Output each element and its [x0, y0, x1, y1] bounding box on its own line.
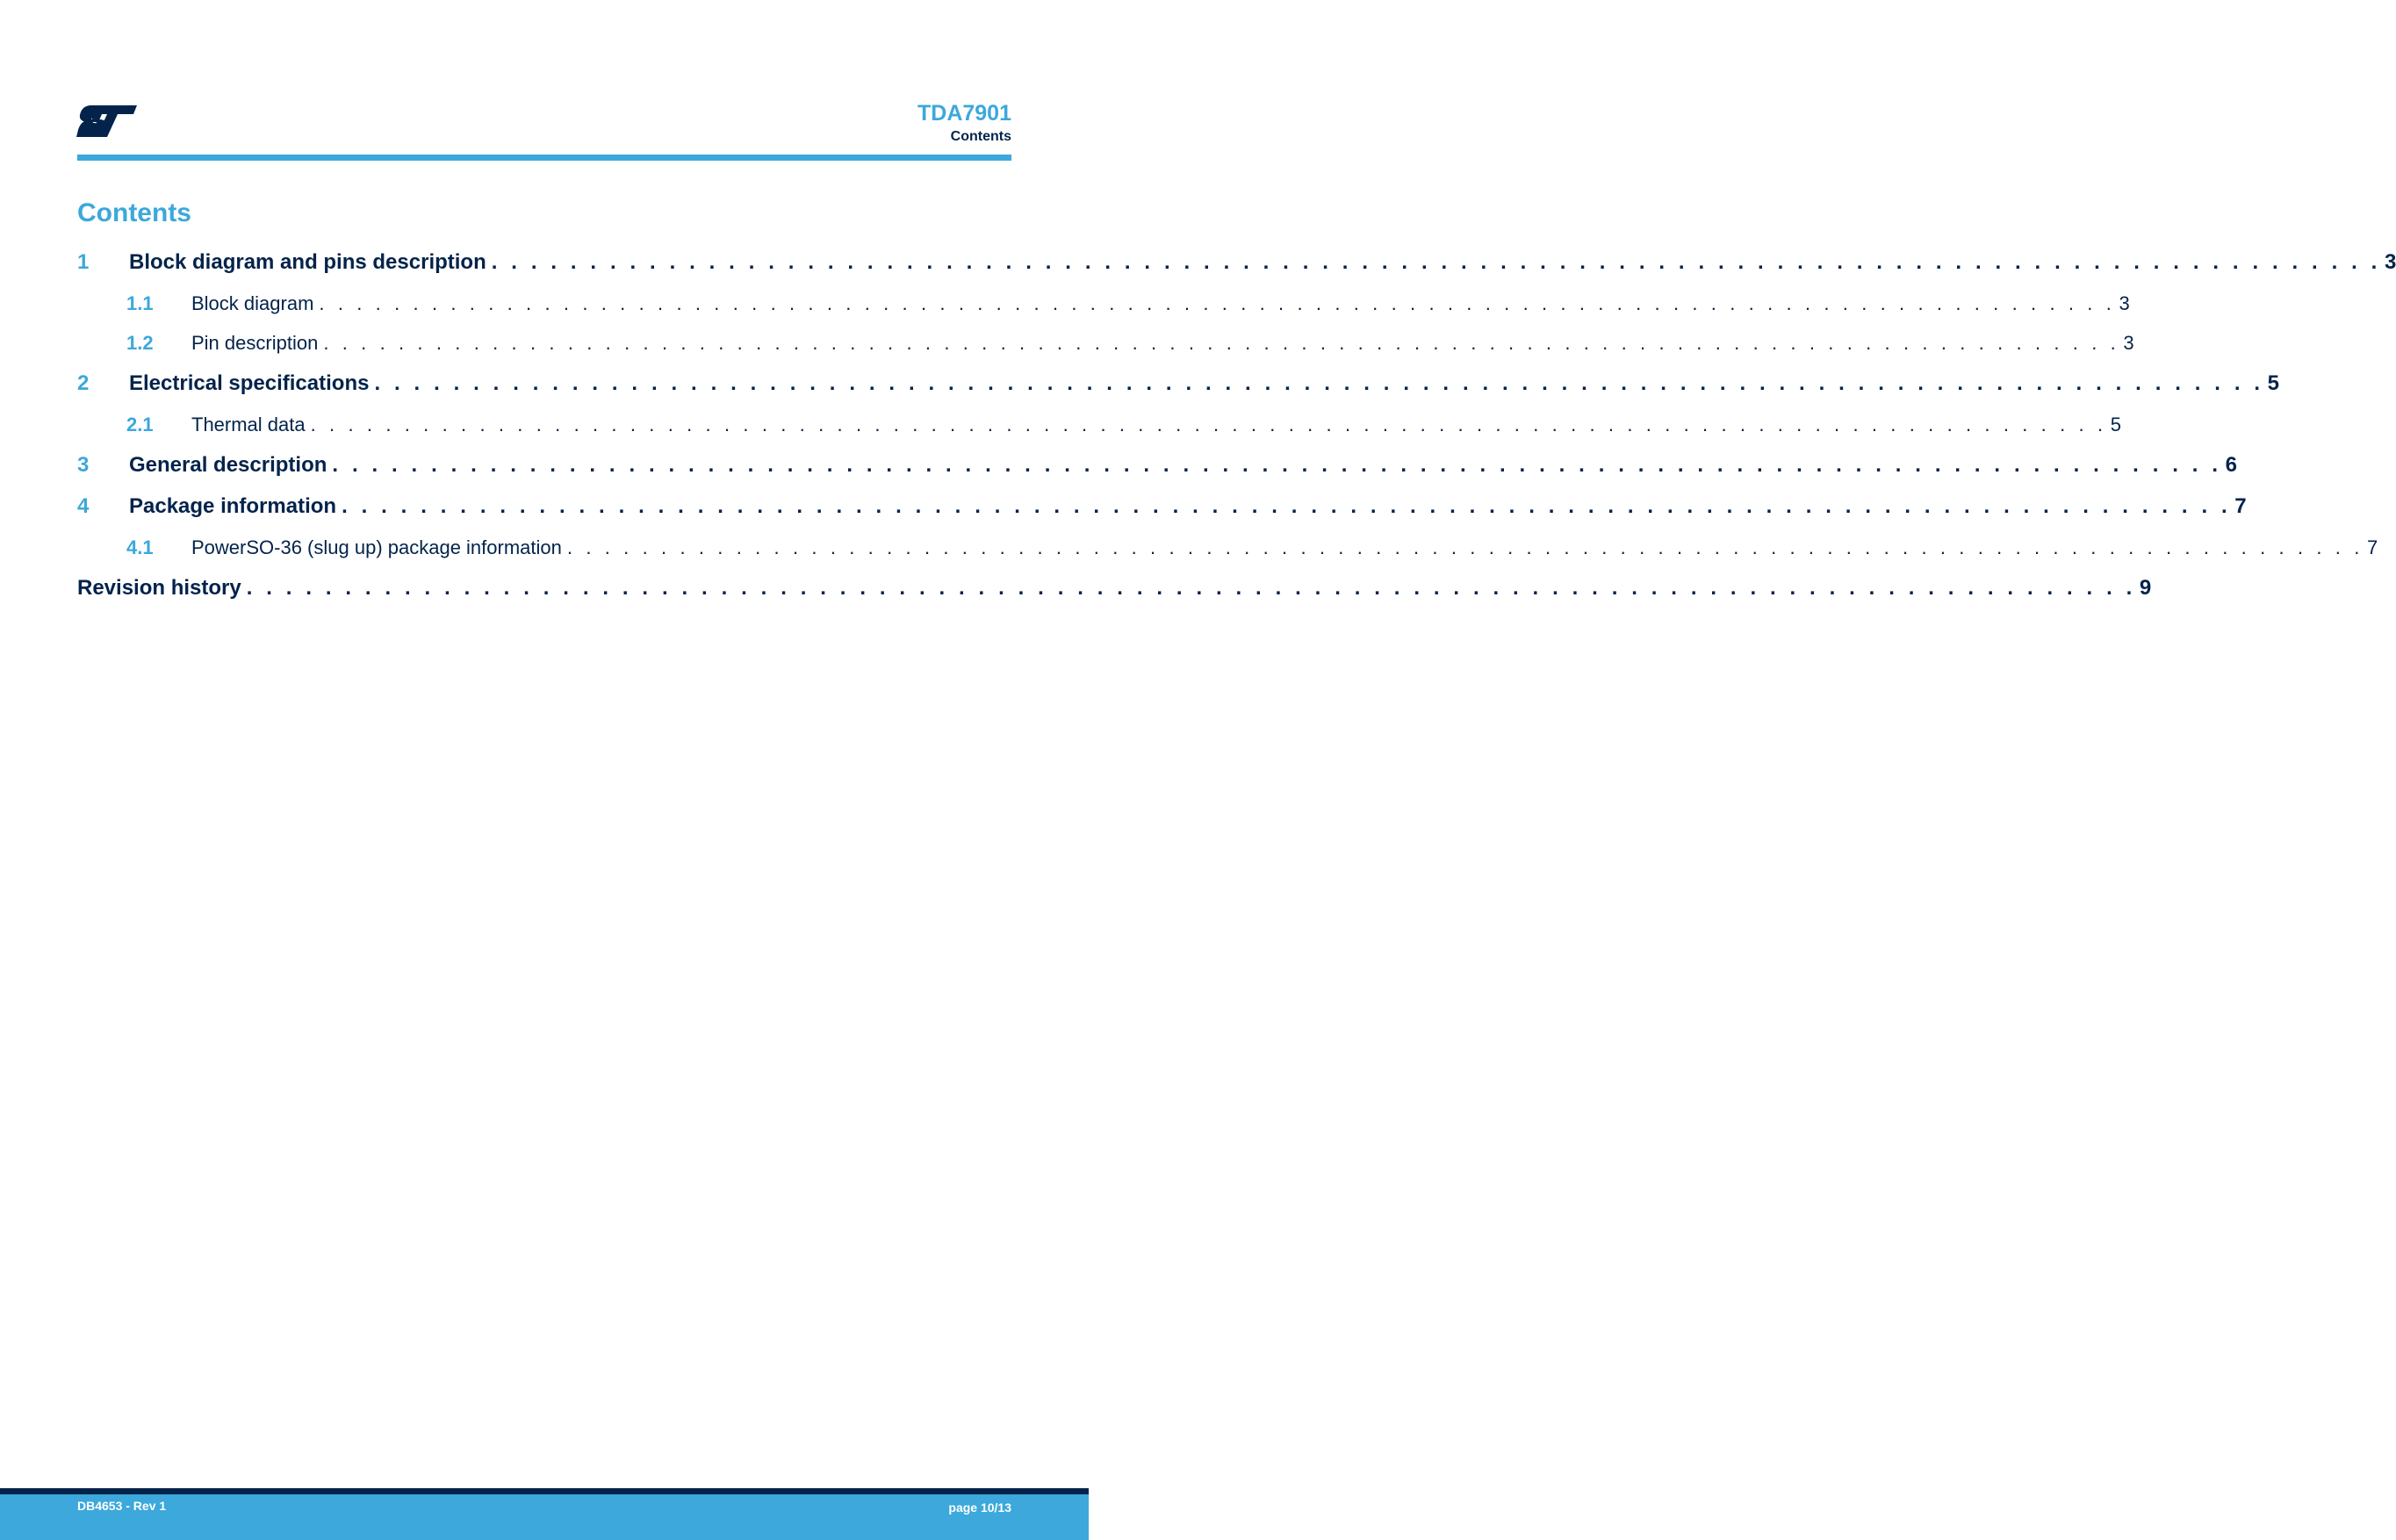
toc-entry-2[interactable]: [77, 369, 2280, 399]
toc-page-number: 5: [2267, 371, 2280, 395]
toc-title: General description: [129, 453, 327, 477]
toc-entry-3[interactable]: [77, 450, 2237, 480]
toc-title: Electrical specifications: [129, 371, 370, 395]
toc-entry-revision-history[interactable]: [77, 573, 2152, 603]
footer-rule: [0, 1488, 1089, 1494]
toc-entry-1-2[interactable]: [77, 329, 2134, 359]
toc-title: Block diagram: [191, 292, 314, 314]
toc-dot-leader: . . . . . . . . . . . . . . . . . . . . . . . . . . . . . . . . . . . . . . . . . . . . . . . . . . . . . . . . . . . . . . . . . . . . . . . . . . . . . . . . . . . . . . . . . . . . . . . .: [374, 371, 2264, 395]
footer-page-number: page 10/13: [948, 1500, 1011, 1515]
contents-heading: Contents: [77, 198, 191, 227]
header-right: [917, 98, 1011, 146]
toc-number: 1.2: [126, 332, 154, 354]
toc-title: Revision history: [77, 576, 241, 600]
toc-dot-leader: . . . . . . . . . . . . . . . . . . . . . . . . . . . . . . . . . . . . . . . . . . . . . . . . . . . . . . . . . . . . . . . . . . . . . . . . . . . . . . . . . . . . . . . . . . . . . . . .: [342, 494, 2232, 518]
toc-number: 2.1: [126, 414, 154, 435]
toc-number: 1.1: [126, 292, 154, 314]
toc-title: Pin description: [191, 332, 319, 354]
toc-title: PowerSO-36 (slug up) package information: [191, 536, 562, 558]
toc-page-number: 9: [2139, 576, 2152, 600]
toc-dot-leader: . . . . . . . . . . . . . . . . . . . . . . . . . . . . . . . . . . . . . . . . . . . . . . . . . . . . . . . . . . . . . . . . . . . . . . . . . . . . . . . . . . . . . . . . . . . . . . . .: [246, 576, 2136, 600]
toc-page-number: 3: [2384, 250, 2396, 274]
toc-page-number: 6: [2225, 453, 2237, 477]
toc-dot-leader: . . . . . . . . . . . . . . . . . . . . . . . . . . . . . . . . . . . . . . . . . . . . . . . . . . . . . . . . . . . . . . . . . . . . . . . . . . . . . . . . . . . . . . . . . . . . . . . .: [323, 332, 2120, 354]
toc-dot-leader: . . . . . . . . . . . . . . . . . . . . . . . . . . . . . . . . . . . . . . . . . . . . . . . . . . . . . . . . . . . . . . . . . . . . . . . . . . . . . . . . . . . . . . . . . . . . . . . .: [566, 536, 2364, 558]
toc-dot-leader: . . . . . . . . . . . . . . . . . . . . . . . . . . . . . . . . . . . . . . . . . . . . . . . . . . . . . . . . . . . . . . . . . . . . . . . . . . . . . . . . . . . . . . . . . . . . . . . .: [491, 250, 2381, 274]
header-rule: [77, 155, 1011, 161]
toc-entry-4[interactable]: [77, 492, 2247, 522]
toc-dot-leader: . . . . . . . . . . . . . . . . . . . . . . . . . . . . . . . . . . . . . . . . . . . . . . . . . . . . . . . . . . . . . . . . . . . . . . . . . . . . . . . . . . . . . . . . . . . . . . . .: [319, 292, 2116, 314]
footer-document-reference: DB4653 - Rev 1: [77, 1499, 167, 1513]
toc-number: 2: [77, 371, 90, 395]
toc-page-number: 3: [2119, 292, 2130, 314]
toc-entry-4-1[interactable]: [77, 534, 2378, 564]
toc-number: 3: [77, 453, 90, 477]
header-section-name: Contents: [950, 129, 1011, 144]
toc-dot-leader: . . . . . . . . . . . . . . . . . . . . . . . . . . . . . . . . . . . . . . . . . . . . . . . . . . . . . . . . . . . . . . . . . . . . . . . . . . . . . . . . . . . . . . . . . . . . . . . .: [310, 414, 2107, 435]
toc-page-number: 7: [2234, 494, 2247, 518]
toc-entry-2-1[interactable]: [77, 411, 2121, 441]
toc-title: Package information: [129, 494, 337, 518]
toc-page-number: 5: [2110, 414, 2121, 435]
toc-dot-leader: . . . . . . . . . . . . . . . . . . . . . . . . . . . . . . . . . . . . . . . . . . . . . . . . . . . . . . . . . . . . . . . . . . . . . . . . . . . . . . . . . . . . . . . . . . . . . . . .: [332, 453, 2222, 477]
toc-entry-1-1[interactable]: [77, 290, 2130, 320]
toc-number: 4: [77, 494, 90, 518]
toc-page-number: 7: [2366, 536, 2378, 558]
toc-page-number: 3: [2123, 332, 2134, 354]
toc-title: Block diagram and pins description: [129, 250, 486, 274]
document-title: TDA7901: [917, 101, 1011, 126]
toc-entry-1[interactable]: [77, 248, 2396, 277]
toc-number: 1: [77, 250, 90, 274]
st-logo: [77, 104, 139, 139]
toc-number: 4.1: [126, 536, 154, 558]
toc-title: Thermal data: [191, 414, 306, 435]
